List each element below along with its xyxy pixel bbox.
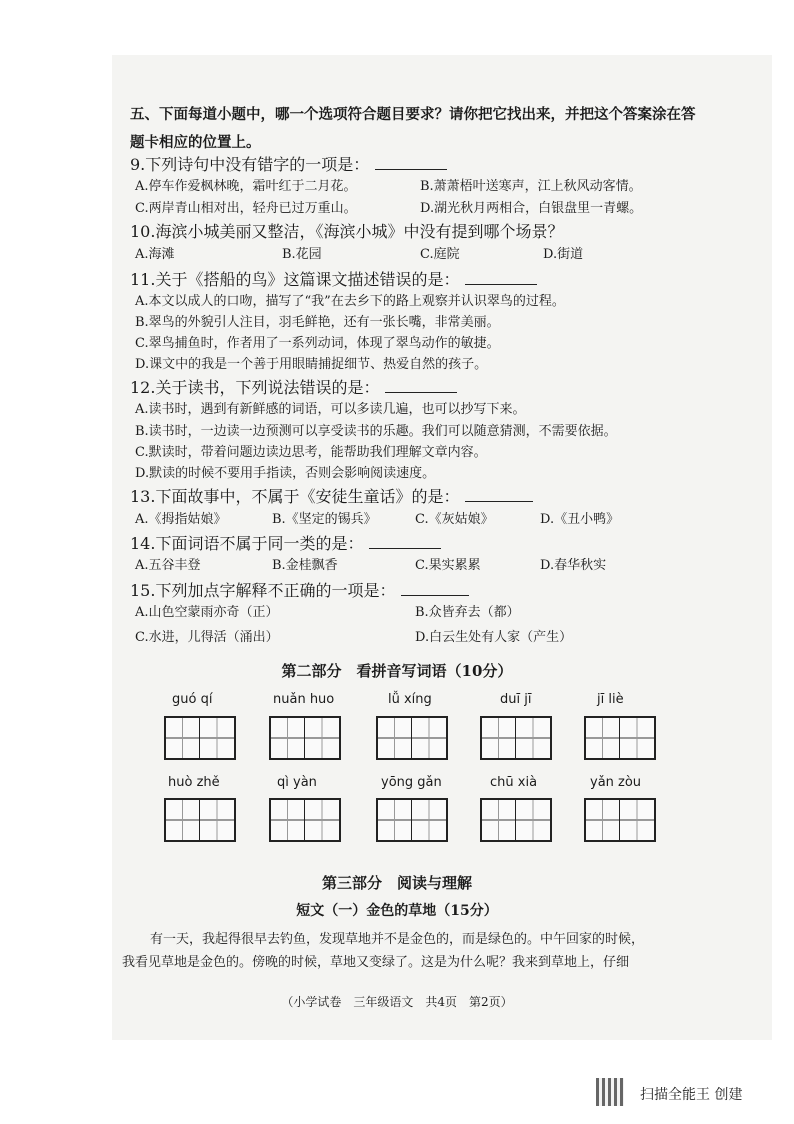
- question-15-option-a: A.山色空蒙雨亦奇（正）: [135, 605, 279, 620]
- pinyin-label: nuǎn huo: [273, 692, 335, 707]
- page-footer: （小学试卷 三年级语文 共4页 第2页）: [281, 995, 513, 1009]
- answer-blank: [375, 157, 447, 170]
- question-11-option-c: C.翠鸟捕鱼时，作者用了一系列动词，体现了翠鸟动作的敏捷。: [135, 336, 500, 351]
- question-14-option-b: B.金桂飘香: [272, 558, 338, 573]
- question-15-stem: 15.下列加点字解释不正确的一项是：: [130, 578, 469, 601]
- grid-cell[interactable]: [271, 800, 305, 840]
- grid-cell[interactable]: [620, 718, 654, 758]
- question-12-stem: 12.关于读书，下列说法错误的是：: [130, 375, 457, 398]
- watermark-text: 扫描全能王 创建: [640, 1087, 743, 1103]
- pinyin-label: yōng gǎn: [381, 775, 442, 790]
- question-12-option-c: C.默读时，带着问题边读边思考，能帮助我们理解文章内容。: [135, 445, 487, 460]
- writing-grid[interactable]: [584, 716, 656, 760]
- question-9-option-d: D.湖光秋月两相合，白银盘里一青螺。: [420, 201, 643, 216]
- section-heading-line1: 五、下面每道小题中，哪一个选项符合题目要求？请你把它找出来，并把这个答案涂在答: [130, 106, 696, 123]
- writing-grid[interactable]: [480, 716, 552, 760]
- pinyin-label: lǚ xíng: [388, 692, 432, 707]
- section-heading-line2: 题卡相应的位置上。: [130, 134, 261, 151]
- pinyin-label: yǎn zòu: [590, 775, 642, 790]
- grid-cell[interactable]: [166, 718, 200, 758]
- question-13-option-a: A.《拇指姑娘》: [135, 512, 227, 527]
- question-14-stem: 14.下面词语不属于同一类的是：: [130, 531, 441, 554]
- answer-blank: [465, 489, 533, 502]
- grid-cell[interactable]: [305, 800, 339, 840]
- qr-code-icon: [596, 1078, 624, 1106]
- question-10-option-c: C.庭院: [420, 247, 460, 262]
- grid-cell[interactable]: [166, 800, 200, 840]
- question-9-option-b: B.萧萧梧叶送寒声，江上秋风动客情。: [420, 179, 642, 194]
- grid-cell[interactable]: [586, 800, 620, 840]
- grid-cell[interactable]: [482, 800, 516, 840]
- grid-cell[interactable]: [586, 718, 620, 758]
- part2-title: 第二部分 看拼音写词语（10分）: [281, 662, 513, 680]
- question-14-option-d: D.春华秋实: [540, 558, 607, 573]
- pinyin-label: huò zhě: [168, 775, 220, 790]
- grid-cell[interactable]: [620, 800, 654, 840]
- question-11-option-d: D.课文中的我是一个善于用眼睛捕捉细节、热爱自然的孩子。: [135, 357, 488, 372]
- question-13-stem: 13.下面故事中，不属于《安徒生童话》的是：: [130, 484, 533, 507]
- writing-grid[interactable]: [269, 798, 341, 842]
- part3-title: 第三部分 阅读与理解: [321, 874, 472, 892]
- pinyin-label: jī liè: [597, 692, 624, 707]
- writing-grid[interactable]: [584, 798, 656, 842]
- grid-cell[interactable]: [378, 800, 412, 840]
- grid-cell[interactable]: [516, 800, 550, 840]
- pinyin-label: qì yàn: [277, 775, 317, 790]
- question-11-stem: 11.关于《搭船的鸟》这篇课文描述错误的是：: [130, 267, 537, 290]
- pinyin-label: guó qí: [172, 692, 213, 707]
- grid-cell[interactable]: [305, 718, 339, 758]
- pinyin-label: chū xià: [490, 775, 538, 790]
- answer-blank: [401, 583, 469, 596]
- question-10-option-d: D.街道: [543, 247, 584, 262]
- writing-grid[interactable]: [269, 716, 341, 760]
- question-9-stem: 9.下列诗句中没有错字的一项是：: [130, 152, 447, 175]
- answer-blank: [385, 380, 457, 393]
- answer-blank: [369, 536, 441, 549]
- pinyin-label: duī jī: [500, 692, 532, 707]
- grid-cell[interactable]: [516, 718, 550, 758]
- passage-line-1: 有一天，我起得很早去钓鱼，发现草地并不是金色的，而是绿色的。中午回家的时候，: [150, 932, 645, 947]
- passage-title: 短文（一）金色的草地（15分）: [296, 903, 498, 919]
- question-9-option-c: C.两岸青山相对出，轻舟已过万重山。: [135, 201, 357, 216]
- question-10-option-b: B.花园: [282, 247, 322, 262]
- question-11-option-b: B.翠鸟的外貌引人注目，羽毛鲜艳，还有一张长嘴，非常美丽。: [135, 315, 500, 330]
- writing-grid[interactable]: [376, 798, 448, 842]
- grid-cell[interactable]: [412, 800, 446, 840]
- question-14-option-a: A.五谷丰登: [135, 558, 201, 573]
- question-10-option-a: A.海滩: [135, 247, 175, 262]
- grid-cell[interactable]: [482, 718, 516, 758]
- question-12-option-a: A.读书时，遇到有新鲜感的词语，可以多读几遍，也可以抄写下来。: [135, 402, 526, 417]
- grid-cell[interactable]: [412, 718, 446, 758]
- question-15-option-d: D.白云生处有人家（产生）: [415, 630, 573, 645]
- question-15-option-b: B.众皆弃去（都）: [415, 605, 520, 620]
- writing-grid[interactable]: [376, 716, 448, 760]
- grid-cell[interactable]: [271, 718, 305, 758]
- question-11-option-a: A.本文以成人的口吻，描写了“我”在去乡下的路上观察并认识翠鸟的过程。: [135, 294, 565, 309]
- grid-cell[interactable]: [200, 800, 234, 840]
- question-10-stem: 10.海滨小城美丽又整洁，《海滨小城》中没有提到哪个场景？: [130, 222, 564, 241]
- question-13-option-c: C.《灰姑娘》: [415, 512, 494, 527]
- question-14-option-c: C.果实累累: [415, 558, 481, 573]
- passage-line-2: 我看见草地是金色的。傍晚的时候，草地又变绿了。这是为什么呢？我来到草地上，仔细: [122, 955, 630, 970]
- question-13-option-b: B.《坚定的锡兵》: [272, 512, 377, 527]
- writing-grid[interactable]: [480, 798, 552, 842]
- question-13-option-d: D.《丑小鸭》: [540, 512, 620, 527]
- grid-cell[interactable]: [200, 718, 234, 758]
- writing-grid[interactable]: [164, 798, 236, 842]
- answer-blank: [465, 272, 537, 285]
- question-9-option-a: A.停车作爱枫林晚，霜叶红于二月花。: [135, 179, 357, 194]
- question-15-option-c: C.水进，儿得活（涌出）: [135, 630, 279, 645]
- grid-cell[interactable]: [378, 718, 412, 758]
- question-12-option-d: D.默读的时候不要用手指读，否则会影响阅读速度。: [135, 466, 436, 481]
- question-12-option-b: B.读书时，一边读一边预测可以享受读书的乐趣。我们可以随意猜测，不需要依据。: [135, 424, 617, 439]
- scanner-watermark: [596, 1078, 776, 1108]
- writing-grid[interactable]: [164, 716, 236, 760]
